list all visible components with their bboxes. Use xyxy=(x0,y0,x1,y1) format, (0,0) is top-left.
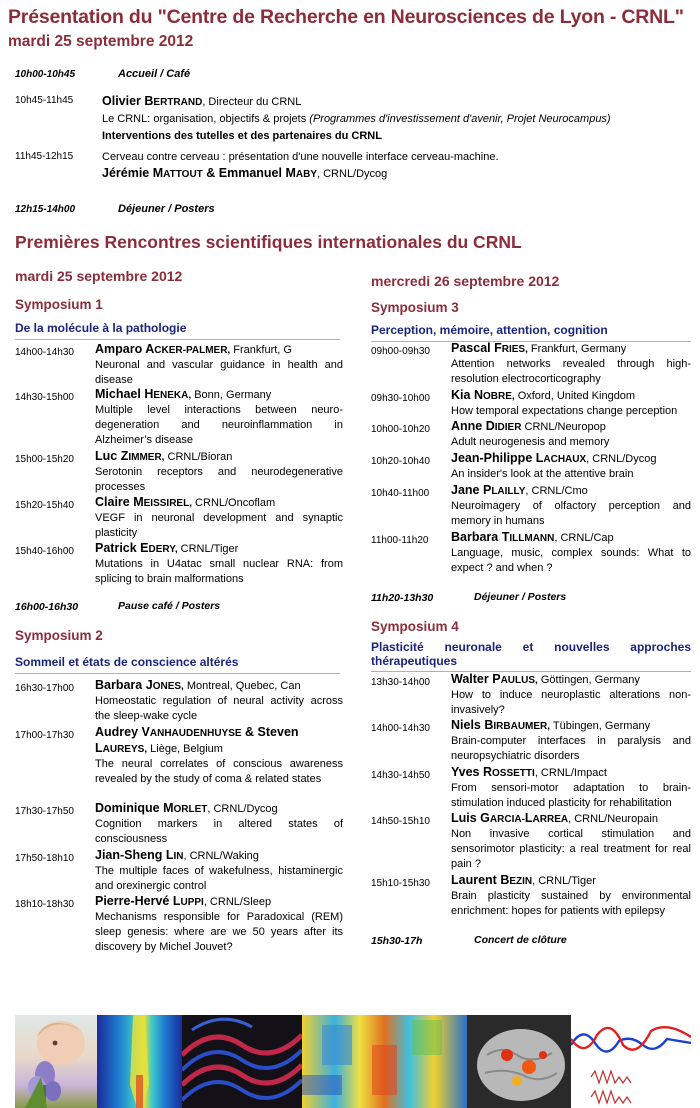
child-flower-image xyxy=(15,1015,97,1108)
speaker-name: Patrick EDERY, xyxy=(95,541,178,555)
slot-label: Déjeuner / Posters xyxy=(118,203,215,215)
speaker-affiliation: , CRNL/Tiger xyxy=(532,875,596,887)
talk-body xyxy=(95,725,343,787)
talk-time: 10h20-10h40 xyxy=(371,456,430,467)
talk-title: Homeostatic regulation of neural activity across the sleep-wake cycle xyxy=(95,695,343,722)
talk-title: Brain-computer interfaces in paralysis and neuropsychiatric disorders xyxy=(451,735,691,762)
talk-body xyxy=(95,495,343,541)
page-title: Présentation du "Centre de Recherche en Neurosciences de Lyon - CRNL" xyxy=(8,6,684,28)
pause-label: Pause café / Posters xyxy=(118,600,221,612)
talk-time: 17h30-17h50 xyxy=(15,806,74,817)
speaker-affiliation: Oxford, United Kingdom xyxy=(514,390,636,402)
speaker-name: Jean-Philippe LACHAUX xyxy=(451,451,587,465)
talk-title: Neuroimagery of olfactory perception and memory in humans xyxy=(451,500,691,527)
symposium-4-theme-line1: Plasticité neuronale et nouvelles approches xyxy=(371,640,691,654)
talk-title: Mutations in U4atac small nuclear RNA: from splicing to brain malformations xyxy=(95,558,343,585)
speaker-name: Barbara JONES, xyxy=(95,678,184,692)
speaker-affiliation: Göttingen, Germany xyxy=(537,674,640,686)
talk-time: 17h00-17h30 xyxy=(15,730,74,741)
pause-time: 16h00-16h30 xyxy=(15,601,79,613)
brain-3d-image xyxy=(467,1015,571,1108)
speaker-name: Anne DIDIER xyxy=(451,419,522,433)
session-content xyxy=(102,93,662,144)
eeg-traces-illustration xyxy=(571,1015,691,1108)
talk-body xyxy=(95,541,343,587)
speaker-name: Barbara TILLMANN xyxy=(451,530,555,544)
talk-title: The multiple faces of wakefulness, histaminergic and orexinergic control xyxy=(95,865,343,892)
slot-time: 10h45-11h45 xyxy=(15,95,74,106)
opening-session xyxy=(15,93,685,145)
symposium-3-theme: Perception, mémoire, attention, cognition xyxy=(371,323,608,337)
speaker-name: Kia NOBRE, xyxy=(451,388,515,402)
divider xyxy=(15,673,340,674)
speaker-affiliation: Frankfurt, G xyxy=(230,344,292,356)
section-title: Premières Rencontres scientifiques internationales du CRNL xyxy=(15,232,522,252)
speaker-affiliation: CRNL/Oncoflam xyxy=(192,497,276,509)
talk-body xyxy=(451,672,691,718)
speaker-name: Olivier BERTRAND xyxy=(102,94,203,108)
speaker-affiliation: Montreal, Quebec, Can xyxy=(183,680,301,692)
speaker-affiliation: Tübingen, Germany xyxy=(550,720,651,732)
brain-section-image xyxy=(182,1015,302,1108)
session-line-bold: Interventions des tutelles et des partenaires du CRNL xyxy=(102,130,382,142)
talk-title: How to induce neuroplastic alterations non-invasively? xyxy=(451,689,691,716)
day1-date: mardi 25 septembre 2012 xyxy=(15,268,183,284)
talk-time: 15h00-15h20 xyxy=(15,454,74,465)
talk-time: 15h40-16h00 xyxy=(15,546,74,557)
heatmap-image xyxy=(97,1015,182,1108)
talk-title: From sensori-motor adaptation to brain-stimulation induced plasticity for rehabilitation xyxy=(451,782,691,809)
talk-time: 17h50-18h10 xyxy=(15,853,74,864)
talk-body xyxy=(451,811,691,872)
symposium-2-title: Symposium 2 xyxy=(15,628,103,643)
talk-title: An insider's look at the attentive brain xyxy=(451,468,634,480)
talk-time: 16h30-17h00 xyxy=(15,683,74,694)
speaker-affiliation: CRNL/Bioran xyxy=(164,451,233,463)
speaker-affiliation: , CRNL/Sleep xyxy=(203,896,272,908)
talk-body xyxy=(95,342,343,388)
talk-body xyxy=(451,451,691,482)
session-line-italic: (Programmes d'investissement d'avenir, Projet Neurocampus) xyxy=(309,113,611,125)
closing-label: Concert de clôture xyxy=(474,934,567,946)
divider xyxy=(15,339,340,340)
speaker-affiliation: Liège, Belgium xyxy=(147,743,223,755)
talk-body xyxy=(451,419,691,450)
talk-title: How temporal expectations change perception xyxy=(451,405,678,417)
session-line: Cerveau contre cerveau : présentation d'une nouvelle interface cerveau-machine. xyxy=(102,151,499,163)
speaker-affiliation: Frankfurt, Germany xyxy=(527,343,627,355)
eeg-traces-image xyxy=(571,1015,691,1108)
speaker-name: Yves ROSSETTI xyxy=(451,765,535,779)
speaker-name: Jérémie MATTOUT & Emmanuel MABY xyxy=(102,166,317,180)
talk-time: 14h50-15h10 xyxy=(371,816,430,827)
speaker-affiliation: , CRNL/Cap xyxy=(554,532,614,544)
lunch2-time: 11h20-13h30 xyxy=(371,592,434,604)
symposium-2-theme: Sommeil et états de conscience altérés xyxy=(15,655,239,669)
talk-title: Language, music, complex sounds: What to expect ? and when ? xyxy=(451,547,691,574)
speaker-role: , Directeur du CRNL xyxy=(202,96,302,108)
talk-time: 15h20-15h40 xyxy=(15,500,74,511)
talk-title: Serotonin receptors and neurodegenerative processes xyxy=(95,466,343,493)
talk-title: Brain plasticity sustained by environmental enrichment: hopes for patients with epilepsy xyxy=(451,890,691,917)
talk-time: 14h00-14h30 xyxy=(15,347,74,358)
speaker-name: Jian-Sheng LIN xyxy=(95,848,184,862)
spectrogram-image xyxy=(302,1015,467,1108)
talk-time: 13h30-14h00 xyxy=(371,677,430,688)
speaker-name: Michael HENEKA, xyxy=(95,387,192,401)
talk-time: 14h30-15h00 xyxy=(15,392,74,403)
spectrogram-illustration xyxy=(302,1015,467,1108)
talk-body xyxy=(451,341,691,387)
talk-title: Adult neurogenesis and memory xyxy=(451,436,610,448)
talk-title: Neuronal and vascular guidance in health and disease xyxy=(95,359,343,386)
talk-title: Cognition markers in altered states of consciousness xyxy=(95,818,343,845)
talk-time: 15h10-15h30 xyxy=(371,878,430,889)
talk-time: 14h30-14h50 xyxy=(371,770,430,781)
image-strip xyxy=(15,1015,691,1108)
session-content xyxy=(102,149,662,183)
talk-title: Multiple level interactions between neuro-degeneration and neuroinflammation in Alzheimer’s disease xyxy=(95,404,343,446)
slot-time: 11h45-12h15 xyxy=(15,151,74,162)
speaker-name: Pierre-Hervé LUPPI xyxy=(95,894,204,908)
talk-body xyxy=(451,718,691,764)
talk-time: 09h00-09h30 xyxy=(371,346,430,357)
day2-date: mercredi 26 septembre 2012 xyxy=(371,273,560,289)
symposium-1-title: Symposium 1 xyxy=(15,297,103,312)
speaker-name: Audrey VANHAUDENHUYSE & Steven LAUREYS, xyxy=(95,725,299,755)
speaker-affiliation: , CRNL/Dycog xyxy=(207,803,278,815)
talk-body xyxy=(451,388,691,419)
talk-time: 09h30-10h00 xyxy=(371,393,430,404)
session-line: Le CRNL: organisation, objectifs & projets xyxy=(102,113,310,125)
brain-section-illustration xyxy=(182,1015,302,1108)
talk-body xyxy=(451,483,691,529)
lunch2-label: Déjeuner / Posters xyxy=(474,591,567,603)
talk-time: 14h00-14h30 xyxy=(371,723,430,734)
speaker-name: Dominique MORLET xyxy=(95,801,208,815)
symposium-1-theme: De la molécule à la pathologie xyxy=(15,321,187,335)
talk-body xyxy=(95,801,343,847)
child-flower-illustration xyxy=(15,1015,97,1108)
speaker-affiliation: CRNL/Neuropop xyxy=(521,421,606,433)
talk-body xyxy=(95,387,343,448)
speaker-name: Walter PAULUS, xyxy=(451,672,538,686)
talk-body xyxy=(451,530,691,576)
speaker-affiliation: , CRNL/Impact xyxy=(534,767,607,779)
speaker-name: Luis GARCIA-LARREA xyxy=(451,811,569,825)
speaker-name: Amparo ACKER-PALMER, xyxy=(95,342,231,356)
brain-3d-illustration xyxy=(467,1015,571,1108)
speaker-affiliation: Bonn, Germany xyxy=(191,389,272,401)
talk-time: 10h00-10h20 xyxy=(371,424,430,435)
talk-time: 10h40-11h00 xyxy=(371,488,430,499)
speaker-affiliation: , CRNL/Waking xyxy=(183,850,259,862)
speaker-affiliation: CRNL/Tiger xyxy=(177,543,239,555)
speaker-name: Laurent BEZIN xyxy=(451,873,533,887)
closing-time: 15h30-17h xyxy=(371,935,423,947)
slot-label: Accueil / Café xyxy=(118,68,191,80)
talk-body xyxy=(451,765,691,811)
slot-time: 10h00-10h45 xyxy=(15,69,76,80)
talk-body xyxy=(95,449,343,495)
page-date: mardi 25 septembre 2012 xyxy=(8,33,194,50)
talk-body xyxy=(95,894,343,955)
speaker-name: Luc ZIMMER, xyxy=(95,449,165,463)
talk-title: VEGF in neuronal development and synaptic plasticity xyxy=(95,512,343,539)
talk-body xyxy=(451,873,691,919)
speaker-name: Niels BIRBAUMER, xyxy=(451,718,551,732)
talk-body xyxy=(95,848,343,894)
symposium-4-theme-line2: thérapeutiques xyxy=(371,654,458,668)
slot-time: 12h15-14h00 xyxy=(15,204,76,215)
heatmap-illustration xyxy=(97,1015,182,1108)
bci-session xyxy=(15,149,685,185)
talk-body xyxy=(95,678,343,724)
speaker-name: Claire MEISSIREL, xyxy=(95,495,192,509)
symposium-4-title: Symposium 4 xyxy=(371,619,459,634)
speaker-affiliation: , CRNL/Dycog xyxy=(586,453,657,465)
speaker-name: Pascal FRIES, xyxy=(451,341,528,355)
speaker-aff: , CRNL/Dycog xyxy=(317,168,388,180)
speaker-name: Jane PLAILLY xyxy=(451,483,526,497)
symposium-3-title: Symposium 3 xyxy=(371,300,459,315)
talk-time: 11h00-11h20 xyxy=(371,535,429,546)
speaker-affiliation: , CRNL/Cmo xyxy=(525,485,588,497)
talk-title: Mechanisms responsible for Paradoxical (REM) sleep genesis: where are we 50 years after its discovery by Michel Jouvet? xyxy=(95,911,343,953)
talk-title: Attention networks revealed through high-resolution electrocorticography xyxy=(451,358,691,385)
talk-title: Non invasive cortical stimulation and sensorimotor plasticity: a real treatment for real pain ? xyxy=(451,828,691,870)
talk-title: The neural correlates of conscious awareness revealed by the study of coma & related states xyxy=(95,758,343,785)
speaker-affiliation: , CRNL/Neuropain xyxy=(568,813,658,825)
talk-time: 18h10-18h30 xyxy=(15,899,74,910)
